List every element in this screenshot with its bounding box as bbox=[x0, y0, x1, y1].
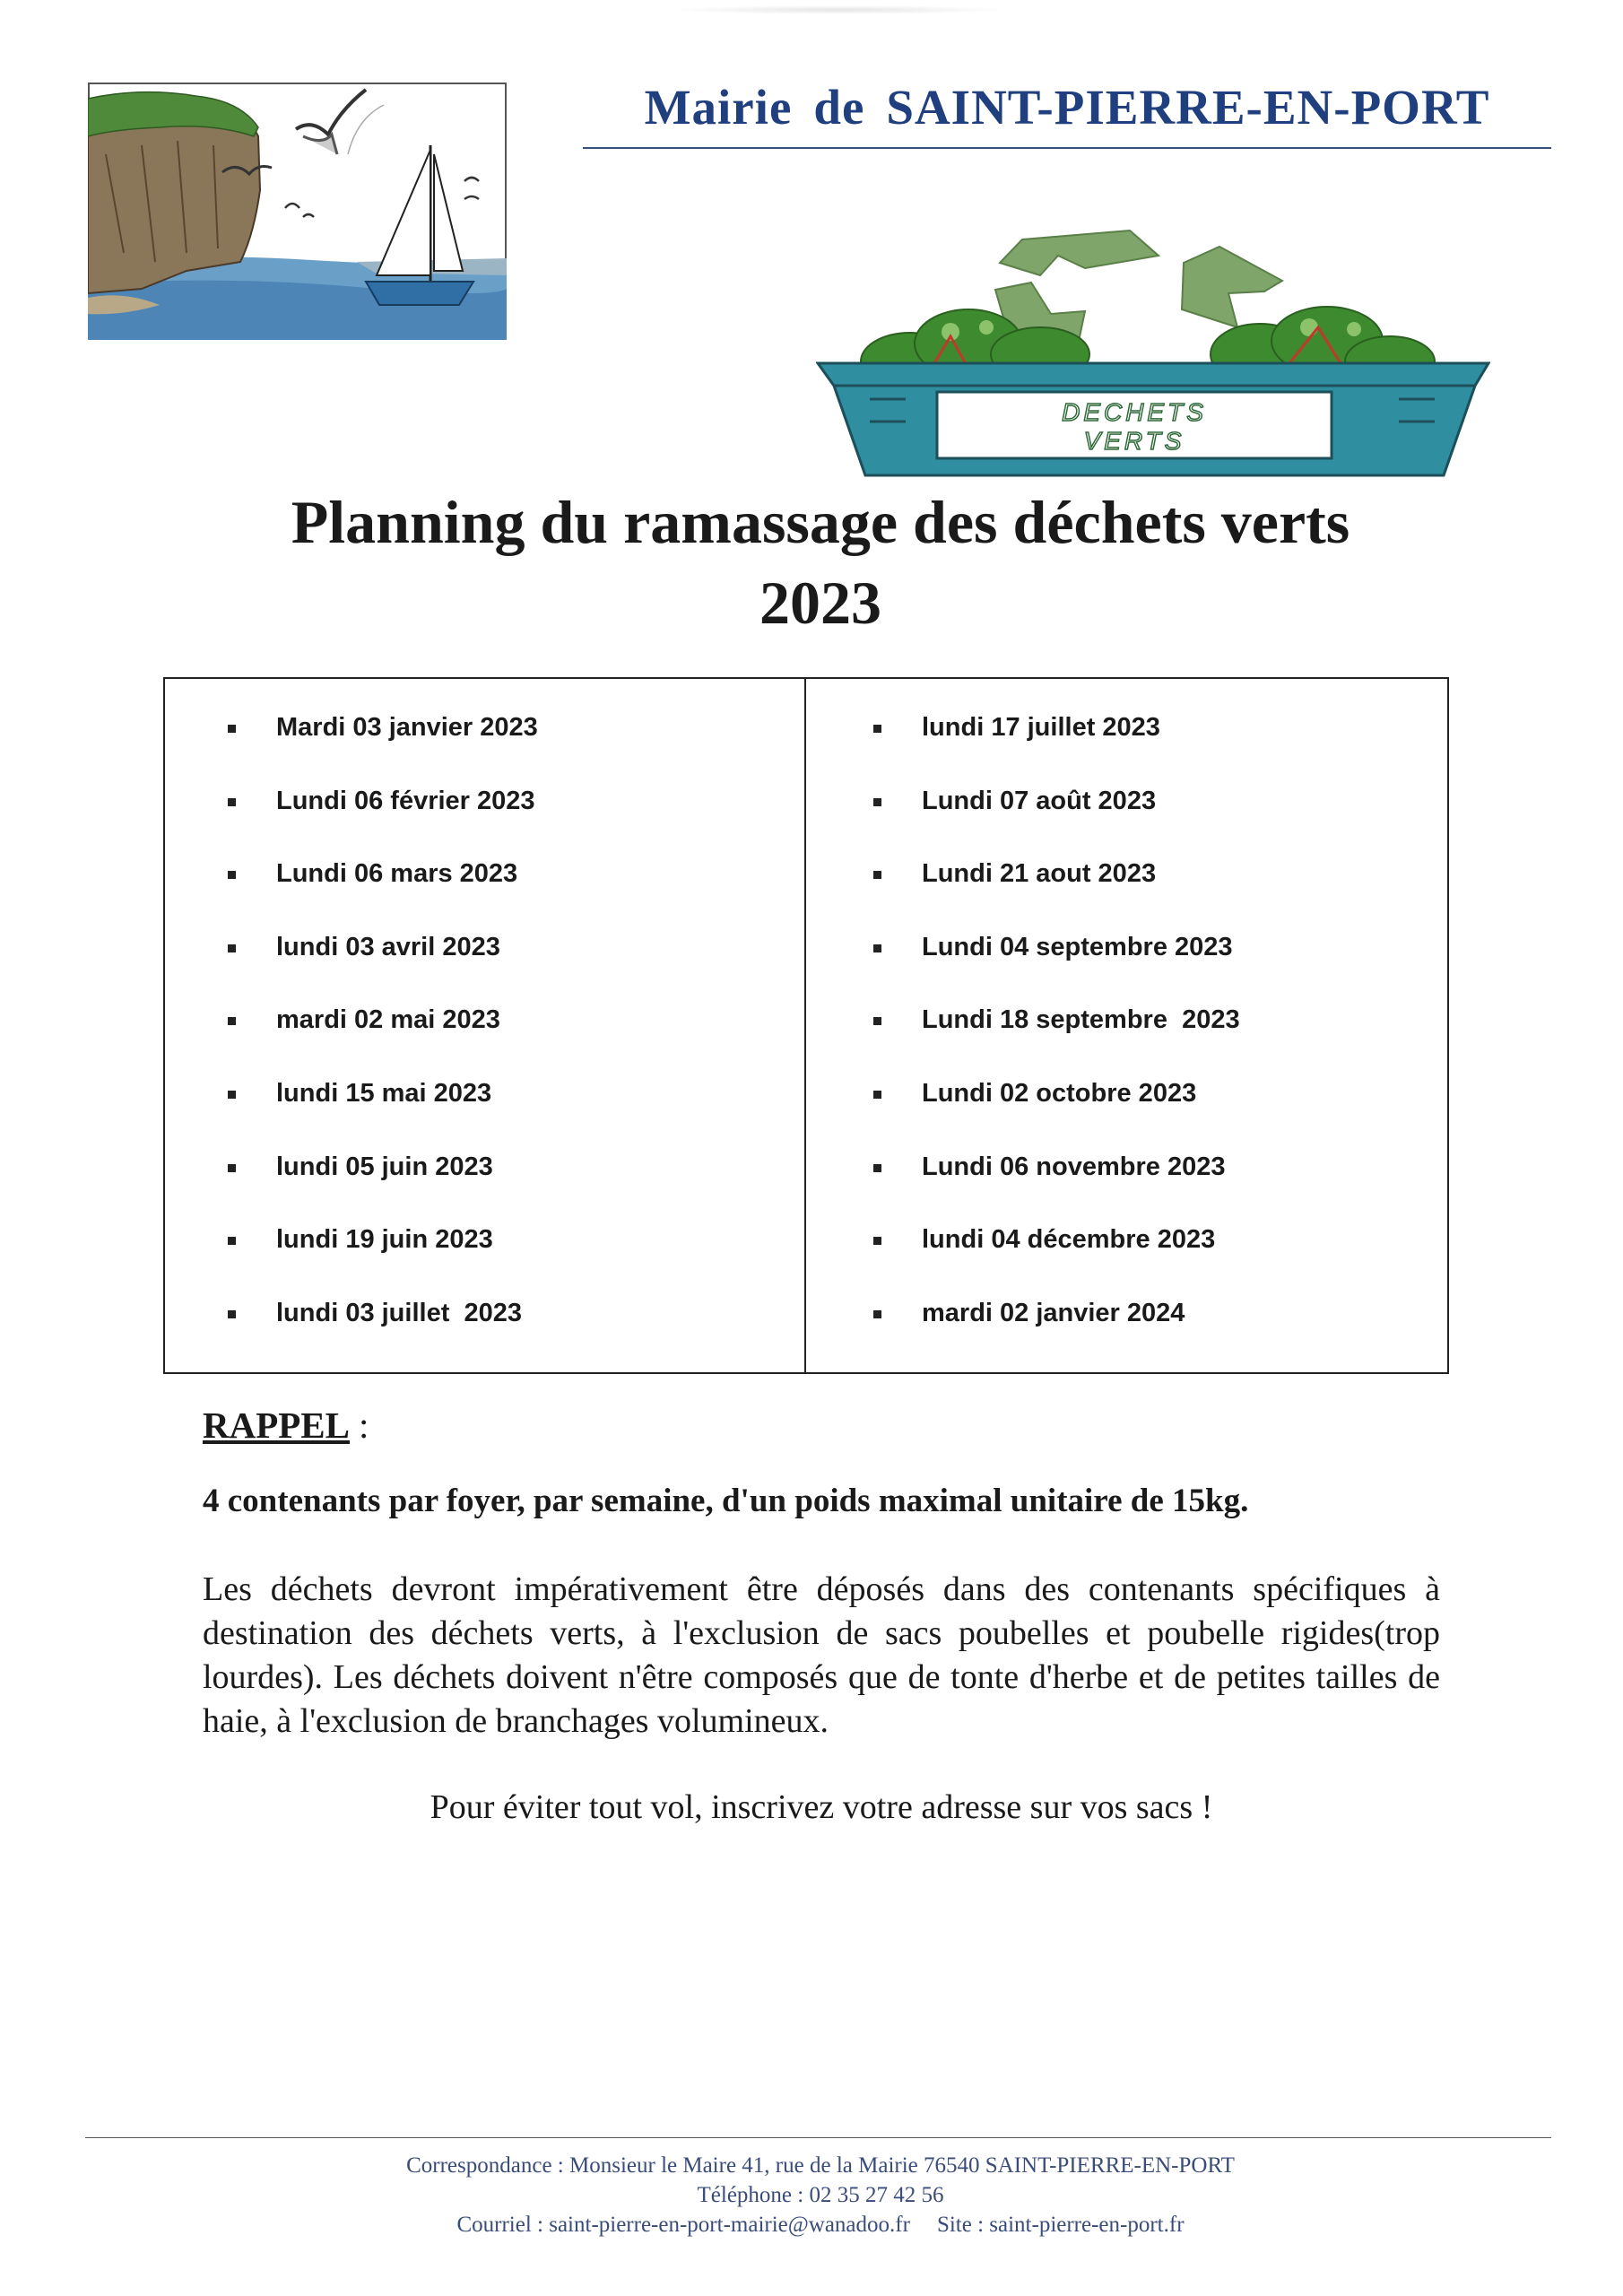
date-text: mardi 02 janvier 2024 bbox=[922, 1298, 1185, 1327]
footer-courriel-line bbox=[269, 2210, 1372, 2239]
footer-telephone: Téléphone : 02 35 27 42 56 bbox=[697, 2183, 944, 2207]
bullet-icon bbox=[873, 725, 881, 733]
date-item bbox=[228, 1152, 804, 1226]
bullet-icon bbox=[873, 1310, 881, 1318]
de-word: de bbox=[813, 80, 865, 135]
date-item bbox=[873, 859, 1447, 933]
footer-correspondance: Correspondance : Monsieur le Maire 41, rue de la Mairie 76540 SAINT-PIERRE-EN-PORT bbox=[406, 2153, 1235, 2178]
bullet-icon bbox=[873, 1017, 881, 1025]
footer-contact bbox=[269, 2151, 1372, 2239]
closing-note: Pour éviter tout vol, inscrivez votre adresse sur vos sacs ! bbox=[430, 1788, 1213, 1826]
date-text: lundi 04 décembre 2023 bbox=[922, 1225, 1216, 1255]
bullet-icon bbox=[873, 1164, 881, 1172]
date-text: Lundi 21 aout 2023 bbox=[922, 859, 1157, 889]
date-item bbox=[228, 1005, 804, 1079]
bullet-icon bbox=[873, 871, 881, 879]
bullet-icon bbox=[228, 1164, 236, 1172]
footer-rule bbox=[85, 2137, 1551, 2138]
date-item bbox=[873, 1225, 1447, 1299]
green-waste-bin-illustration bbox=[816, 229, 1490, 484]
bullet-icon bbox=[228, 1017, 236, 1025]
header-rule bbox=[583, 147, 1551, 149]
date-text: mardi 02 mai 2023 bbox=[276, 1005, 500, 1035]
bullet-icon bbox=[873, 944, 881, 952]
date-item bbox=[228, 1225, 804, 1299]
bin-sign-line2: VERTS bbox=[1083, 427, 1185, 455]
date-item bbox=[873, 1079, 1447, 1152]
date-text: Lundi 06 mars 2023 bbox=[276, 859, 518, 889]
title-line1: Planning du ramassage des déchets verts bbox=[291, 488, 1350, 556]
date-item bbox=[873, 1005, 1447, 1079]
bullet-icon bbox=[873, 1237, 881, 1245]
date-item bbox=[228, 1079, 804, 1152]
date-text: lundi 03 avril 2023 bbox=[276, 932, 500, 961]
mairie-heading bbox=[583, 79, 1551, 135]
date-text: lundi 17 juillet 2023 bbox=[922, 713, 1160, 742]
bullet-icon bbox=[228, 798, 236, 806]
date-item bbox=[228, 787, 804, 860]
title-year: 2023 bbox=[759, 569, 881, 637]
town-logo-illustration bbox=[88, 83, 507, 340]
footer-site: Site : saint-pierre-en-port.fr bbox=[936, 2213, 1185, 2237]
date-item bbox=[228, 933, 804, 1006]
bullet-icon bbox=[873, 798, 881, 806]
date-text: Lundi 18 septembre 2023 bbox=[922, 1005, 1240, 1035]
dates-column-right bbox=[806, 679, 1447, 1372]
rappel-heading bbox=[203, 1404, 369, 1447]
rappel-label: RAPPEL bbox=[203, 1405, 350, 1446]
town-name: SAINT-PIERRE-EN-PORT bbox=[886, 80, 1490, 135]
bullet-icon bbox=[228, 1310, 236, 1318]
scan-artifact bbox=[668, 5, 1009, 14]
container-rule: 4 contenants par foyer, par semaine, d'un poids maximal unitaire de 15kg. bbox=[203, 1483, 1249, 1519]
date-text: Lundi 07 août 2023 bbox=[922, 786, 1157, 815]
document-title bbox=[161, 488, 1480, 637]
bullet-icon bbox=[228, 944, 236, 952]
footer-courriel: Courriel : saint-pierre-en-port-mairie@wanadoo.fr bbox=[456, 2213, 910, 2237]
date-text: lundi 05 juin 2023 bbox=[276, 1152, 493, 1181]
rules-paragraph: Les déchets devront impérativement être déposés dans des contenants spécifiques à destination des déchets verts, à l'exclusion de sacs poubelles et poubelle rigides(trop lourdes). Les déchets doivent n'être composés que de tonte d'herbe et de petites tailles de haie, à l'exclusion de branchages volumineux. bbox=[203, 1570, 1440, 1740]
mairie-word: Mairie bbox=[644, 80, 793, 135]
dates-column-left bbox=[165, 679, 806, 1372]
date-text: Lundi 02 octobre 2023 bbox=[922, 1078, 1197, 1108]
date-item bbox=[873, 1299, 1447, 1372]
date-item bbox=[873, 787, 1447, 860]
bullet-icon bbox=[228, 1237, 236, 1245]
date-text: Mardi 03 janvier 2023 bbox=[276, 713, 538, 742]
date-item bbox=[228, 859, 804, 933]
date-text: lundi 03 juillet 2023 bbox=[276, 1298, 522, 1327]
bullet-icon bbox=[228, 725, 236, 733]
date-text: lundi 15 mai 2023 bbox=[276, 1078, 492, 1108]
collection-dates-table bbox=[163, 677, 1449, 1374]
date-item bbox=[228, 1299, 804, 1372]
bin-sign-line1: DECHETS bbox=[1062, 398, 1207, 426]
date-text: Lundi 06 février 2023 bbox=[276, 786, 535, 815]
date-text: lundi 19 juin 2023 bbox=[276, 1225, 493, 1255]
bullet-icon bbox=[873, 1091, 881, 1099]
date-text: Lundi 06 novembre 2023 bbox=[922, 1152, 1226, 1181]
date-item bbox=[873, 933, 1447, 1006]
date-item bbox=[873, 713, 1447, 787]
date-text: Lundi 04 septembre 2023 bbox=[922, 932, 1233, 961]
date-item bbox=[873, 1152, 1447, 1226]
bullet-icon bbox=[228, 871, 236, 879]
bullet-icon bbox=[228, 1091, 236, 1099]
rappel-colon: : bbox=[359, 1405, 369, 1446]
date-item bbox=[228, 713, 804, 787]
